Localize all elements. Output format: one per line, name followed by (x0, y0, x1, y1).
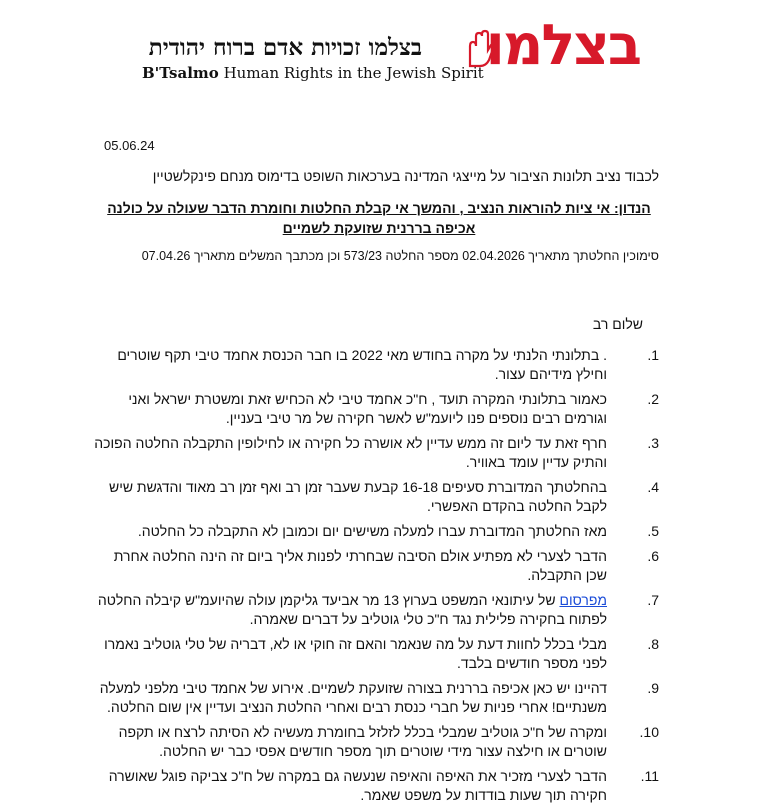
list-item-number: 6. (647, 548, 659, 564)
list-item-number: 7. (647, 592, 659, 608)
references-line: סימוכין החלטתך מתאריך 02.04.2026 מספר החלטה 573/23 וכן מכתבך המשלים מתאריך 07.04.26 (141, 249, 659, 263)
list-item-number: 10. (639, 724, 659, 740)
list-item-text: הדבר לצערי מזכיר את האיפה והאיפה שנעשה גם במקרה של ח"כ צביקה פוגל שאושרה חקירה תוך שעות בודדות על משפט שאמר. (108, 768, 607, 803)
list-item-number: 8. (647, 636, 659, 652)
list-item (94, 591, 659, 629)
greeting: שלום רב (592, 316, 643, 332)
english-name-rest: Human Rights in the Jewish Spirit (223, 64, 484, 82)
list-item-text: בהחלטתך המדוברת סעיפים 16-18 קבעת שעבר זמן רב ואף זמן רב מאוד והדגשת שיש לקבל החלטה בהקדם האפשרי. (108, 479, 607, 514)
list-item (94, 767, 659, 805)
list-item-text: ומקרה של ח"כ גוטליב שמבלי בכלל לזלזל בחומרת מעשיה לא הסיתה לרצח או תקפה שוטרים או חילצה עצור מידי שוטרים תוך מספר חודשים אפסי כבר יש החלטה. (118, 724, 607, 759)
list-item (94, 679, 659, 717)
addressee: לכבוד נציב תלונות הציבור על מייצגי המדינה בערכאות השופט בדימוס מנחם פינקלשטיין (152, 168, 659, 184)
list-item (94, 522, 659, 541)
list-item-text: כאמור בתלונתי המקרה תועד , ח"כ אחמד טיבי לא הכחיש זאת ומשטרת ישראל ואני וגורמים רבים נוספים פנו ליועמ"ש לאשר חקירה של מר טיבי בעניין. (128, 391, 607, 426)
list-item (94, 346, 659, 384)
list-item-text: חרף זאת עד ליום זה ממש עדיין לא אושרה כל חקירה או לחילופין התקבלה החלטה הפוכה והתיק עדיין עומד באוויר. (94, 435, 607, 470)
list-item-number: 2. (647, 391, 659, 407)
list-item-number: 9. (647, 680, 659, 696)
list-item (94, 478, 659, 516)
list-item (94, 723, 659, 761)
letterhead (120, 14, 640, 84)
subject-line: הנדון: אי ציות להוראות הנציב , והמשך אי קבלת החלטות וחומרת הדבר שעולה על כולנה אכיפה בררנית שזועקת לשמיים (107, 200, 651, 236)
list-item-text: של עיתונאי המשפט בערוץ 13 מר אביעד גליקמן עולה שהיועמ"ש קיבלה החלטה לפתוח בחקירה פלילית נגד ח"כ טלי גוטליב על דברים שאמרה. (97, 592, 607, 627)
list-item-text: דהיינו יש כאן אכיפה בררנית בצורה שזועקת לשמיים. אירוע של אחמד טיבי מלפני למעלה משנתיים! אחרי פניות של חברי כנסת רבים ואחרי החלטת הנציב ועדיין אין שום החלטה. (99, 680, 607, 715)
list-item-text: . בתלונתי הלנתי על מקרה בחודש מאי 2022 בו חבר הכנסת אחמד טיבי תקף שוטרים וחילץ מידיהם עצור. (117, 347, 607, 382)
list-item-number: 11. (640, 768, 659, 784)
list-item-text: הדבר לצערי לא מפתיע אולם הסיבה שבחרתי לפנות אליך ביום זה הינה החלטה אחרת שכן התקבלה. (113, 548, 607, 583)
organization-english-name (142, 64, 484, 82)
publication-link[interactable]: מפרסום (559, 592, 607, 608)
list-item (94, 390, 659, 428)
numbered-list (94, 346, 659, 811)
list-item-number: 4. (647, 479, 659, 495)
list-item-text: מבלי בכלל לחוות דעת על מה שנאמר והאם זה חוקי או לא, דבריה של טלי גוטליב נאמרו לפני מספר חודשים בלבד. (104, 636, 607, 671)
english-name-bold: B'Tsalmo (142, 64, 219, 82)
logo-text: בצלמו (485, 13, 640, 78)
list-item-number: 1. (647, 347, 659, 363)
list-item (94, 635, 659, 673)
list-item-text: מאז החלטתך המדוברת עברו למעלה משישים יום וכמובן לא התקבלה כל החלטה. (137, 523, 607, 539)
letter-date: 05.06.24 (104, 138, 155, 153)
organization-hebrew-name: בצלמו זכויות אדם ברוח יהודית (148, 34, 422, 61)
list-item (94, 547, 659, 585)
list-item-number: 3. (647, 435, 659, 451)
list-item (94, 434, 659, 472)
list-item-number: 5. (647, 523, 659, 539)
